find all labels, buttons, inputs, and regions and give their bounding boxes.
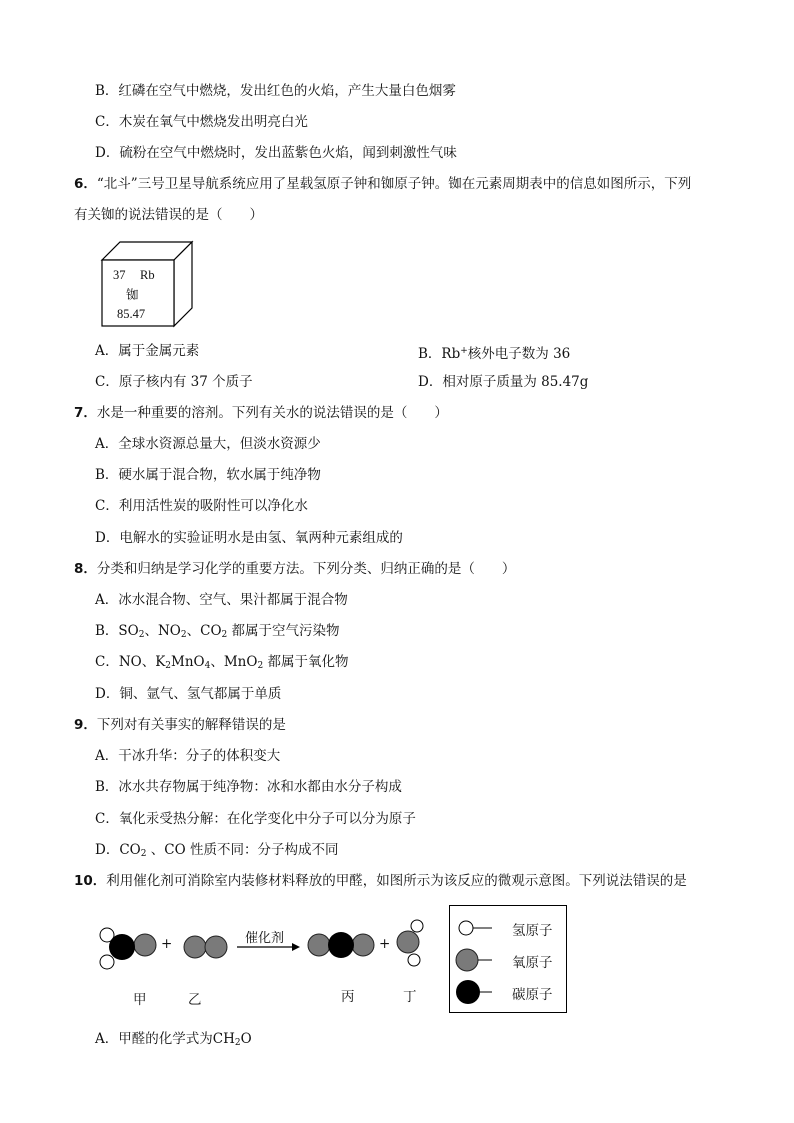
q7-option-b: B．硬水属于混合物，软水属于纯净物 — [95, 467, 321, 483]
hydrogen-atom — [100, 955, 114, 969]
legend-symbols — [452, 910, 512, 1010]
carbon-legend-icon — [456, 980, 480, 1004]
plus-sign-1: + — [161, 936, 173, 952]
q7-option-c: C．利用活性炭的吸附性可以净化水 — [95, 498, 308, 514]
q6-stem-text: “北斗”三号卫星导航系统应用了星载氢原子钟和铷原子钟。铷在元素周期表中的信息如图所示，下列 — [96, 176, 692, 192]
q9-option-a: A．干冰升华：分子的体积变大 — [95, 748, 281, 764]
rb-element-cube — [100, 240, 196, 330]
q5-option-d: D．硫粉在空气中燃烧时，发出蓝紫色火焰，闻到刺激性气味 — [95, 145, 457, 161]
rb-symbol: Rb — [140, 268, 155, 282]
legend-carbon: 碳原子 — [512, 987, 553, 1003]
q6-option-b: B．Rb+核外电子数为 36 — [418, 346, 571, 362]
q8-option-a: A．冰水混合物、空气、果汁都属于混合物 — [95, 592, 348, 608]
oxygen-atom — [134, 934, 156, 956]
q6-option-d: D．相对原子质量为 85.47g — [418, 374, 589, 390]
rb-atomic-mass: 85.47 — [117, 307, 146, 321]
q8-option-d: D．铜、氩气、氢气都属于单质 — [95, 686, 282, 702]
q5-option-b: B．红磷在空气中燃烧，发出红色的火焰，产生大量白色烟雾 — [95, 83, 456, 99]
q8-option-b: B．$SO_2$、$NO_2$、$CO_2$ 都属于空气污染物 — [95, 623, 340, 640]
q6-option-a: A．属于金属元素 — [95, 343, 200, 359]
q7-option-d: D．电解水的实验证明水是由氢、氧两种元素组成的 — [95, 530, 403, 546]
oxygen-atom — [205, 936, 227, 958]
q10-number: 10． — [74, 873, 107, 889]
oxygen-atom — [308, 934, 330, 956]
legend-hydrogen: 氢原子 — [512, 923, 553, 939]
q8-stem: 8．分类和归纳是学习化学的重要方法。下列分类、归纳正确的是（ ） — [74, 561, 516, 577]
hydrogen-legend-icon — [459, 921, 473, 935]
q6-stem-line1 — [74, 175, 691, 193]
oxygen-atom — [397, 931, 419, 953]
label-yi: 乙 — [188, 992, 202, 1008]
carbon-atom — [328, 932, 354, 958]
q7-number: 7． — [74, 405, 97, 421]
q8-option-c: C．NO、$K_2MnO_4$、MnO$_2$ 都属于氧化物 — [95, 654, 349, 671]
oxygen-atom — [184, 936, 206, 958]
q9-option-b: B．冰水共存物属于纯净物：冰和水都由水分子构成 — [95, 779, 402, 795]
label-bing: 丙 — [341, 989, 355, 1005]
q7-option-a: A．全球水资源总量大，但淡水资源少 — [95, 436, 321, 452]
q6-number: 6． — [74, 176, 97, 192]
rb-atomic-number: 37 — [113, 268, 126, 282]
oxygen-legend-icon — [456, 949, 478, 971]
label-ding: 丁 — [403, 989, 417, 1005]
oxygen-atom — [352, 934, 374, 956]
q7-stem: 7．水是一种重要的溶剂。下列有关水的说法错误的是（ ） — [74, 405, 448, 421]
rb-name: 铷 — [126, 288, 139, 302]
q9-number: 9． — [74, 717, 97, 733]
legend-oxygen: 氧原子 — [512, 955, 553, 971]
q9-stem: 9．下列对有关事实的解释错误的是 — [74, 717, 286, 733]
carbon-atom — [109, 934, 135, 960]
q5-option-c: C．木炭在氧气中燃烧发出明亮白光 — [95, 114, 308, 130]
q6-stem-line2: 有关铷的说法错误的是（ ） — [74, 207, 263, 223]
label-jia: 甲 — [133, 992, 147, 1008]
plus-sign-2: + — [379, 936, 391, 952]
q9-option-d: D．$CO_2$ 、CO 性质不同：分子构成不同 — [95, 842, 339, 859]
hydrogen-atom — [411, 920, 423, 932]
q8-number: 8． — [74, 561, 97, 577]
q10-stem: 10．利用催化剂可消除室内装修材料释放的甲醛，如图所示为该反应的微观示意图。下列说法错误的是 — [74, 873, 687, 889]
catalyst-label: 催化剂 — [245, 931, 285, 946]
q9-option-c: C．氧化汞受热分解：在化学变化中分子可以分为原子 — [95, 811, 416, 827]
hydrogen-atom — [408, 954, 420, 966]
arrow-head — [292, 943, 300, 951]
q10-option-a: A．甲醛的化学式为$CH_2O$ — [95, 1031, 252, 1048]
q6-option-c: C．原子核内有 37 个质子 — [95, 374, 253, 390]
